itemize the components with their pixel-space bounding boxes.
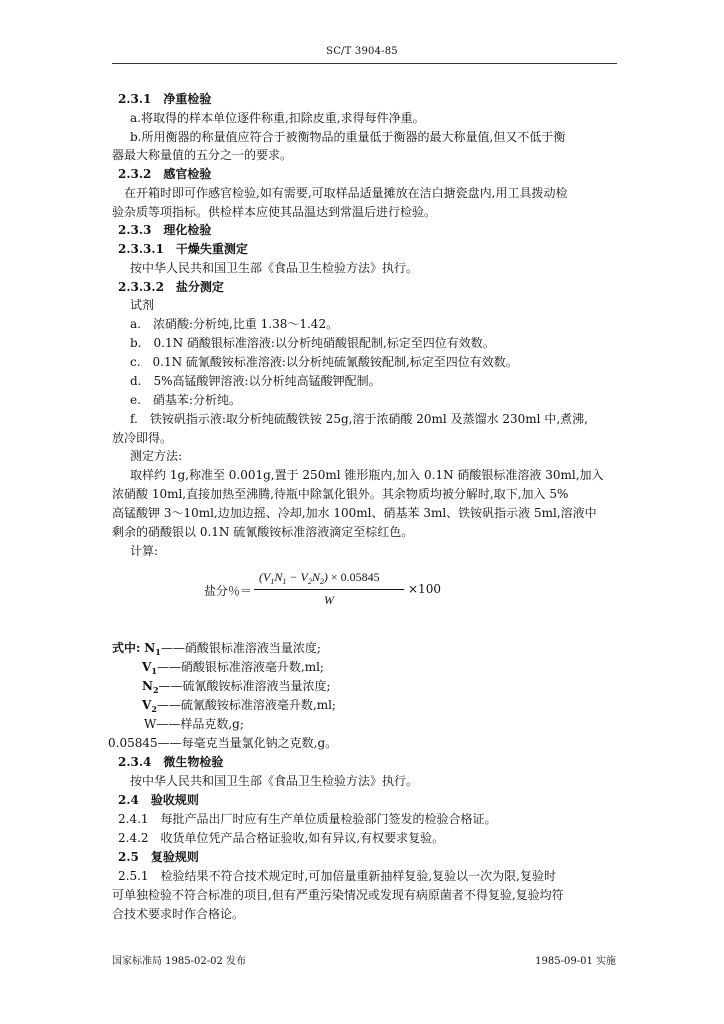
- reagent-e: e. 硝基苯:分析纯。: [130, 393, 241, 407]
- reagent-a: a. 浓硝酸:分析纯,比重 1.38～1.42。: [130, 317, 339, 331]
- reagents-heading: 试剂: [130, 298, 155, 312]
- section-2-4-title: 2.4 验收规则: [118, 793, 199, 807]
- formula-times-100: ×100: [408, 582, 441, 596]
- section-2-3-2-title: 2.3.2 感官检验: [118, 167, 212, 181]
- section-2-4-1: 2.4.1 每批产品出厂时应有生产单位质量检验部门签发的检验合格证。: [118, 812, 497, 826]
- section-2-3-3-1-title: 2.3.3.1 干燥失重测定: [118, 242, 248, 256]
- reagent-d: d. 5%高锰酸钾溶液:以分析纯高锰酸钾配制。: [130, 374, 381, 388]
- reagent-c: c. 0.1N 硫氰酸铵标准溶液:以分析纯硫氰酸铵配制,标定至四位有效数。: [130, 355, 518, 369]
- method-text-line1: 取样约 1g,称准至 0.001g,置于 250ml 锥形瓶内,加入 0.1N 硝酸银标准溶液 30ml,加入: [130, 468, 604, 482]
- footer-issued: 国家标准局 1985-02-02 发布: [112, 956, 247, 967]
- legend-v2: $V_2——$硫氰酸铵标准溶液毫升数,ml;: [142, 698, 336, 714]
- section-2-3-1-title: 2.3.1 净重检验: [118, 92, 212, 106]
- section-2-4-2: 2.4.2 收货单位凭产品合格证验收,如有异议,有权要求复验。: [118, 831, 445, 845]
- method-text-line4: 剩余的硝酸银以 0.1N 硫氰酸铵标准溶液滴定至棕红色。: [112, 525, 414, 539]
- formula-fraction-bar: [254, 589, 404, 590]
- formula-numerator: $(V_1N_1 - V_2N_2) \times 0.05845$: [259, 570, 380, 586]
- section-2-5-title: 2.5 复验规则: [118, 850, 199, 864]
- section-2-3-1-item-a: a.将取得的样本单位逐件称重,扣除皮重,求得每件净重。: [130, 111, 425, 125]
- formula-denominator: W: [324, 593, 334, 607]
- legend-constant: 0.05845——每毫克当量氯化钠之克数,g。: [108, 736, 338, 750]
- reagent-b: b. 0.1N 硝酸银标准溶液:以分析纯硝酸银配制,标定至四位有效数。: [130, 336, 495, 350]
- section-2-3-3-2-title: 2.3.3.2 盐分测定: [118, 280, 224, 294]
- header-rule: [112, 63, 617, 64]
- section-2-3-4-text: 按中华人民共和国卫生部《食品卫生检验方法》执行。: [130, 774, 419, 788]
- calculation-heading: 计算:: [130, 544, 159, 558]
- legend-n2: $N_2——$硫氰酸铵标准溶液当量浓度;: [142, 679, 331, 695]
- method-text-line2: 浓硝酸 10ml,直接加热至沸腾,待瓶中除氯化银外。其余物质均被分解时,取下,加入 5%: [112, 487, 569, 501]
- section-2-3-2-text-line2: 验杂质等项指标。供检样本应使其品温达到常温后进行检验。: [112, 205, 437, 219]
- reagent-f-line2: 放冷即得。: [112, 431, 173, 445]
- section-2-5-1-line3: 合技术要求时作合格论。: [112, 907, 245, 921]
- section-2-3-4-title: 2.3.4 微生物检验: [118, 755, 224, 769]
- legend-v1: $V_1——$硝酸银标准溶液毫升数,ml;: [142, 660, 324, 676]
- method-heading: 测定方法:: [130, 449, 183, 463]
- legend-w: W——样品克数,g;: [144, 717, 244, 731]
- section-2-3-3-1-text: 按中华人民共和国卫生部《食品卫生检验方法》执行。: [130, 261, 419, 275]
- section-2-3-3-title: 2.3.3 理化检验: [118, 223, 212, 237]
- footer-effective: 1985-09-01 实施: [535, 956, 616, 967]
- section-2-3-1-item-b-line2: 器最大称量值的五分之一的要求。: [112, 148, 293, 162]
- section-2-5-1-line2: 可单独检验不符合标准的项目,但有严重污染情况或发现有病原菌者不得复验,复验均符: [112, 888, 564, 902]
- reagent-f-line1: f. 铁铵矾指示液:取分析纯硫酸铁铵 25g,溶于浓硝酸 20ml 及蒸馏水 230ml 中,煮沸,: [130, 412, 588, 426]
- section-2-5-1-line1: 2.5.1 检验结果不符合技术规定时,可加倍量重新抽样复验,复验以一次为限,复验时: [118, 869, 556, 883]
- header-standard-code: SC/T 3904-85: [326, 46, 398, 57]
- legend-n1: 式中: $N_1——$硝酸银标准溶液当量浓度;: [112, 641, 321, 657]
- section-2-3-2-text-line1: 在开箱时即可作感官检验,如有需要,可取样品适量摊放在洁白搪瓷盘内,用工具拨动检: [124, 186, 568, 200]
- formula-lhs: 盐分％＝: [204, 584, 253, 598]
- method-text-line3: 高锰酸钾 3～10ml,边加边摇、冷却,加水 100ml、硝基苯 3ml、铁铵矾指示液 5ml,溶液中: [112, 506, 597, 520]
- section-2-3-1-item-b-line1: b.所用衡器的称量值应符合于被衡物品的重量低于衡器的最大称量值,但又不低于衡: [130, 130, 566, 144]
